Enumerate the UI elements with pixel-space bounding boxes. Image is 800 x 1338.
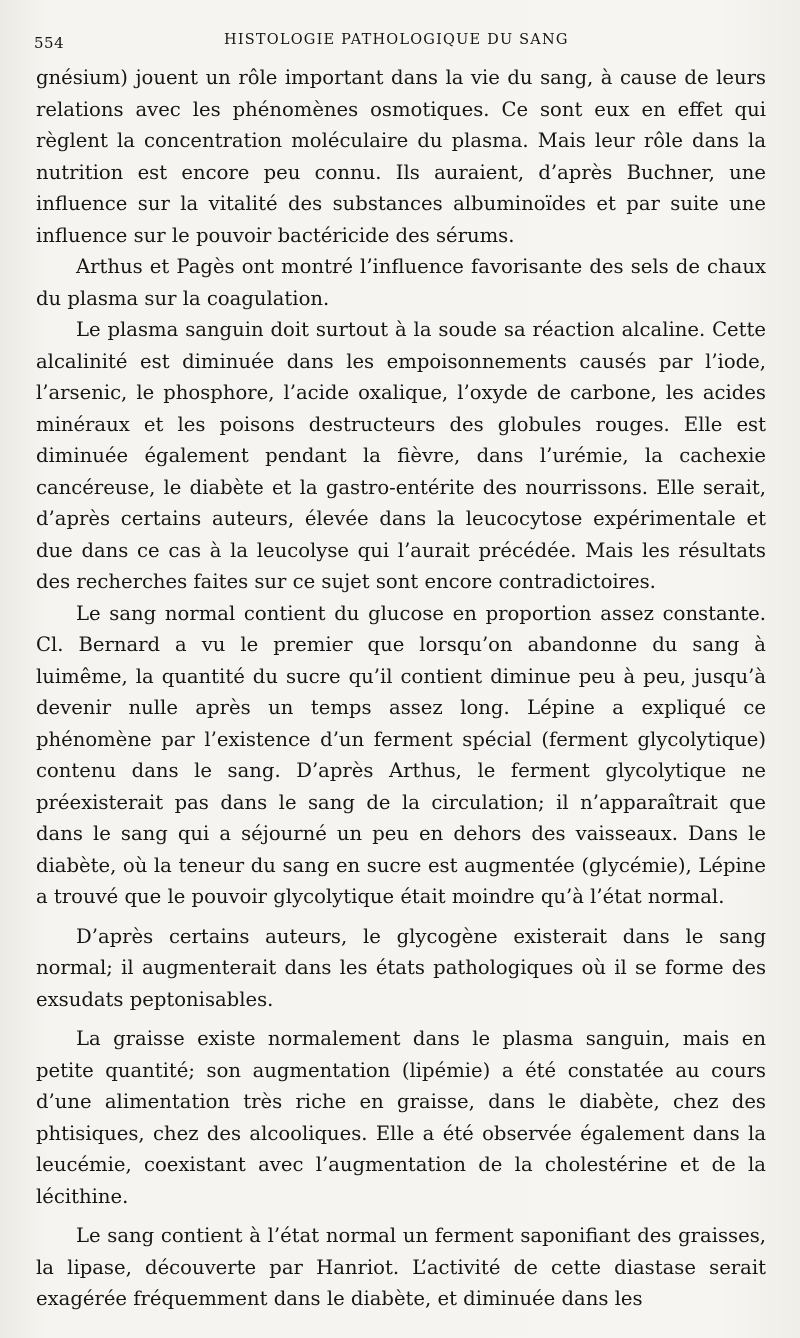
paragraph-chaux-coagulation: Arthus et Pagès ont montré l’influence favorisante des sels de chaux du plasma sur la coagulation. (36, 255, 766, 310)
body-text (36, 62, 766, 1315)
paragraph-glucose: Le sang normal contient du glucose en proportion assez constante. Cl. Bernard a vu le premier que lorsqu’on abandonne du sang à luimême, la quantité du sucre qu’il contient diminue peu à peu, jusqu’à devenir nulle après un temps assez long. Lépine a expliqué ce phénomène par l’existence d’un ferment spécial (ferment glycolytique) contenu dans le sang. D’après Arthus, le ferment glycolytique ne préexisterait pas dans le sang de la circulation; il n’apparaîtrait que dans le sang qui a séjourné un peu en dehors des vaisseaux. Dans le diabète, où la teneur du sang en sucre est augmentée (glycémie), Lépine a trouvé que le pouvoir glycolytique était moindre qu’à l’état normal. (36, 601, 766, 908)
paragraph-lipase: Le sang contient à l’état normal un ferment saponifiant des graisses, la lipase, découverte par Hanriot. L’activité de cette diastase serait exagérée fréquemment dans le diabète, et diminuée dans les (36, 1224, 766, 1310)
page-number: 554 (34, 34, 65, 52)
paragraph-glycogene: D’après certains auteurs, le glycogène existerait dans le sang normal; il augmenterait dans les états pathologiques où il se forme des exsudats peptonisables. (36, 924, 766, 1011)
paragraph-alcalinite: Le plasma sanguin doit surtout à la soude sa réaction alcaline. Cette alcalinité est diminuée dans les empoisonnements causés par l’iode, l’arsenic, le phosphore, l’acide oxalique, l’oxyde de carbone, les acides minéraux et les poisons destructeurs des globules rouges. Elle est diminuée également pendant la fièvre, dans l’urémie, la cachexie cancéreuse, le diabète et la gastro-entérite des nourrissons. Elle serait, d’après certains auteurs, élevée dans la leucocytose expérimentale et due dans ce cas à la leucolyse qui l’aurait précédée. Mais les résultats des recherches faites sur ce sujet sont encore contradictoires. (36, 318, 766, 593)
running-title: HISTOLOGIE PATHOLOGIQUE DU SANG (224, 32, 569, 48)
page-header (34, 30, 774, 60)
paragraph-graisse: La graisse existe normalement dans le plasma sanguin, mais en petite quantité; son augmentation (lipémie) a été constatée au cours d’une alimentation très riche en graisse, dans le diabète, chez des phtisiques, chez des alcooliques. Elle a été observée également dans la leucémie, coexistant avec l’augmentation de la cholestérine et de la lécithine. (36, 1027, 766, 1208)
paragraph-magnesium-continuation: gnésium) jouent un rôle important dans la vie du sang, à cause de leurs relations avec les phénomènes osmotiques. Ce sont eux en effet qui règlent la concentration moléculaire du plasma. Mais leur rôle dans la nutrition est encore peu connu. Ils auraient, d’après Buchner, une influence sur la vitalité des substances albuminoïdes et par suite une influence sur le pouvoir bactéricide des sérums. (36, 66, 766, 247)
